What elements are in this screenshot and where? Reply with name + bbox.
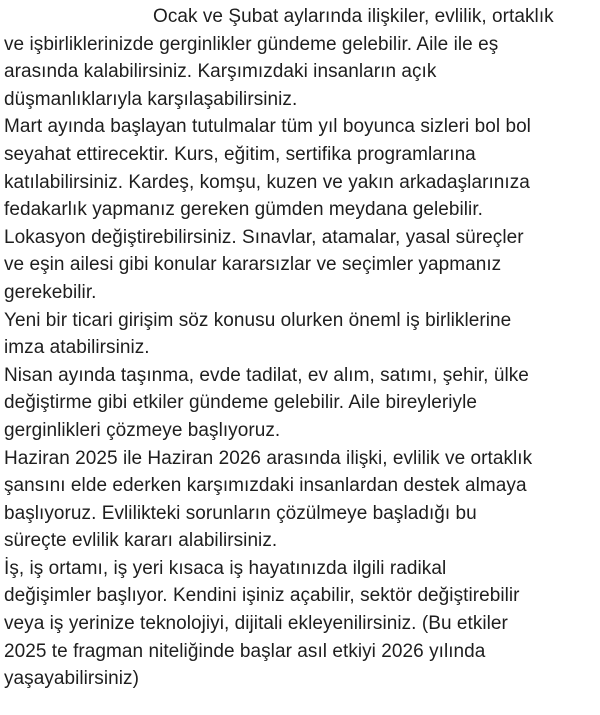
text-line: Mart ayında başlayan tutulmalar tüm yıl boyunca sizleri bol bol — [4, 116, 531, 138]
text-line: Lokasyon değiştirebilirsiniz. Sınavlar, atamalar, yasal süreçler — [4, 226, 524, 248]
text-line: arasında kalabilirsiniz. Karşımızdaki insanların açık — [4, 61, 437, 83]
text-line: değiştirme gibi etkiler gündeme gelebilir. Aile bireyleriyle — [4, 392, 477, 414]
text-line: değişimler başlıyor. Kendini işiniz açabilir, sektör değiştirebilir — [4, 585, 520, 607]
text-line: seyahat ettirecektir. Kurs, eğitim, sertifika programlarına — [4, 143, 476, 165]
text-line: 2025 te fragman niteliğinde başlar asıl etkiyi 2026 yılında — [4, 640, 486, 662]
text-line: gerekebilir. — [4, 281, 97, 303]
text-line: süreçte evlilik kararı alabilirsiniz. — [4, 530, 278, 552]
text-line: İş, iş ortamı, iş yeri kısaca iş hayatınızda ilgili radikal — [4, 557, 447, 579]
text-line: veya iş yerinize teknolojiyi, dijitali ekleyenilirsiniz. (Bu etkiler — [4, 613, 508, 635]
text-line: gerginlikleri çözmeye başlıyoruz. — [4, 419, 281, 441]
text-line: şansını elde ederken karşımızdaki insanlardan destek almaya — [4, 475, 527, 497]
text-line: imza atabilirsiniz. — [4, 337, 150, 359]
text-line: düşmanlıklarıyla karşılaşabilirsiniz. — [4, 88, 298, 110]
text-line: Yeni bir ticari girişim söz konusu olurken öneml iş birliklerine — [4, 309, 512, 331]
text-line: Ocak ve Şubat aylarında ilişkiler, evlilik, ortaklık — [153, 6, 554, 27]
text-line: fedakarlık yapmanız gereken gümden meydana gelebilir. — [4, 199, 483, 221]
text-line: ve eşin ailesi gibi konular kararsızlar ve seçimler yapmanız — [4, 254, 502, 276]
text-line: başlıyoruz. Evlilikteki sorunların çözülmeye başladığı bu — [4, 502, 477, 524]
text-line: yaşayabilirsiniz) — [4, 668, 139, 690]
text-line: katılabilirsiniz. Kardeş, komşu, kuzen ve yakın arkadaşlarınıza — [4, 171, 530, 193]
text-line: ve işbirliklerinizde gerginlikler gündeme gelebilir. Aile ile eş — [4, 33, 499, 55]
text-line: Haziran 2025 ile Haziran 2026 arasında ilişki, evlilik ve ortaklık — [4, 447, 533, 469]
text-line: Nisan ayında taşınma, evde tadilat, ev alım, satımı, şehir, ülke — [4, 364, 529, 386]
